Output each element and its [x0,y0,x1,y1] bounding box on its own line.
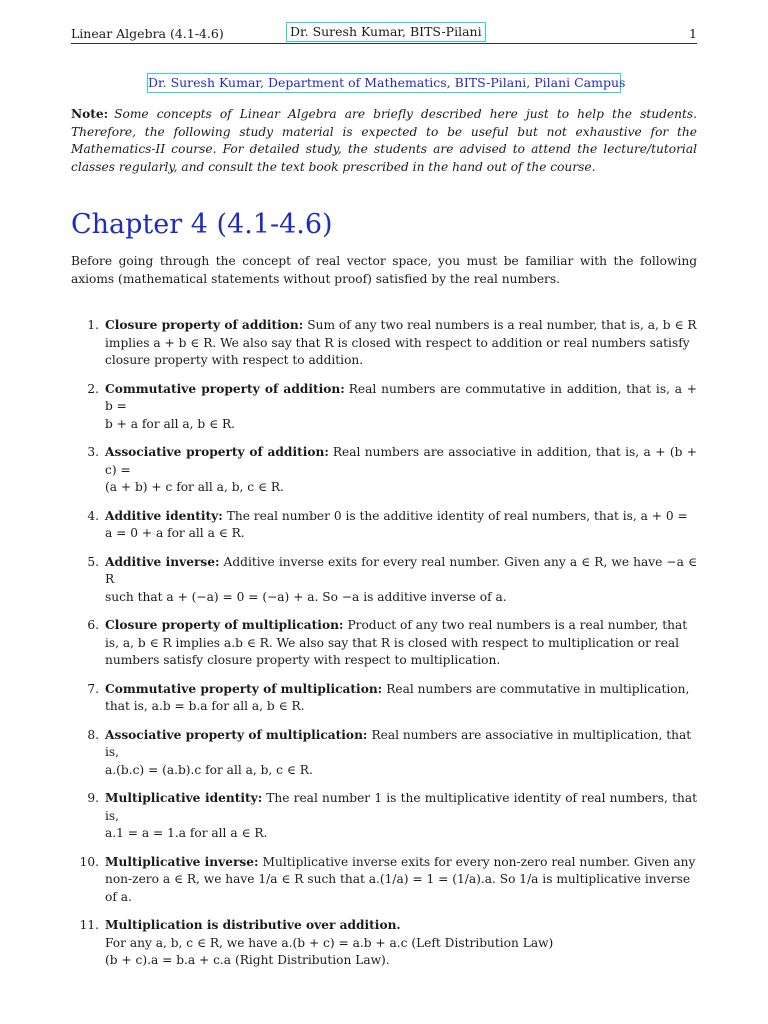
header-author-link[interactable]: Dr. Suresh Kumar, BITS-Pilani [286,22,486,42]
axiom-line [105,617,697,635]
axiom-line [105,790,697,825]
author-affiliation-link[interactable]: Dr. Suresh Kumar, Department of Mathematics, BITS-Pilani, Pilani Campus [147,73,621,93]
note-label: Note: [71,107,109,121]
axiom-item [71,617,697,670]
axiom-line [105,825,697,843]
axiom-title: Multiplication is distributive over addition. [105,918,401,932]
axiom-line [105,635,697,653]
axiom-line [105,652,697,670]
axiom-text: Multiplicative inverse exits for every non-zero real number. Given any [262,854,696,869]
axiom-title: Commutative property of addition: [105,381,345,396]
axiom-number: 2. [87,381,99,396]
axiom-line [105,854,697,872]
axiom-line [105,917,697,935]
axiom-text: Real numbers are commutative in addition, that is, a + b = [105,381,697,413]
axiom-text: Real numbers are associative in multiplication, that [371,727,692,742]
axiom-line [105,889,697,907]
note-paragraph [71,106,697,177]
axiom-text: For any a, b, c ∈ R, we have a.(b + c) = a.b + a.c (Left Distribution Law) [105,935,554,950]
axiom-line [105,525,697,543]
note-text: Some concepts of Linear Algebra are briefly described here just to help the students. Therefore, the following study material is expected to be useful but not exhaustive for the Mathematics-II course. For detailed study, the students are advised to attend the lecture/tutorial classes regularly, and consult the text book prescribed in the hand out of the course. [71,107,697,175]
axiom-title: Associative property of addition: [105,445,329,459]
axiom-number: 4. [87,508,99,523]
axiom-text: a.(b.c) = (a.b).c for all a, b, c ∈ R. [105,762,313,777]
axiom-line [105,479,697,497]
axiom-text: numbers satisfy closure property with respect to multiplication. [105,653,501,667]
axiom-text: Real numbers are associative in addition, that is, a + (b + c) = [105,445,698,477]
axiom-number: 5. [87,554,99,569]
axiom-item [71,854,697,907]
header-page-number: 1 [689,26,697,41]
chapter-heading: Chapter 4 (4.1-4.6) [71,209,333,240]
axiom-text: (a + b) + c for all a, b, c ∈ R. [105,480,284,494]
axiom-item [71,790,697,843]
axiom-line [105,681,697,699]
axiom-item [71,554,697,607]
axiom-number: 9. [87,791,99,805]
axiom-number: 8. [87,727,99,742]
axiom-number: 3. [87,445,99,459]
axiom-title: Closure property of multiplication: [105,618,344,632]
axiom-line [105,871,697,889]
axiom-text: Sum of any two real numbers is a real number, that is, a, b ∈ R [307,318,697,332]
axiom-text: implies a + b ∈ R. We also say that R is closed with respect to addition or real numbers satisfy [105,335,690,350]
axiom-title: Multiplicative inverse: [105,854,259,869]
axiom-text: closure property with respect to addition. [105,353,364,367]
axiom-title: Additive inverse: [105,554,220,569]
axiom-text: such that a + (−a) = 0 = (−a) + a. So −a is additive inverse of a. [105,589,507,604]
axiom-number: 1. [87,318,99,332]
axiom-line [105,589,697,607]
axiom-line [105,335,697,353]
axiom-number: 7. [87,681,99,696]
axiom-item [71,508,697,543]
axiom-text: non-zero a ∈ R, we have 1/a ∈ R such that a.(1/a) = 1 = (1/a).a. So 1/a is multiplicative inverse [105,872,691,886]
axiom-text: b + a for all a, b ∈ R. [105,416,236,431]
axiom-item [71,681,697,716]
axiom-title: Commutative property of multiplication: [105,681,383,696]
axiom-item [71,727,697,780]
axiom-line [105,935,697,953]
axiom-line [105,744,697,762]
axiom-title: Associative property of multiplication: [105,727,368,742]
axiom-title: Closure property of addition: [105,318,304,332]
running-header [71,24,697,44]
axiom-line [105,416,697,434]
axiom-number: 11. [79,918,99,932]
axiom-line [105,508,697,526]
axiom-item [71,917,697,970]
axiom-text: is, a, b ∈ R implies a.b ∈ R. We also say that R is closed with respect to multiplication or real [105,635,680,650]
header-course-title: Linear Algebra (4.1-4.6) [71,26,224,41]
axiom-text: that is, a.b = b.a for all a, b ∈ R. [105,699,305,713]
axiom-list [71,317,697,970]
axiom-number: 6. [87,618,99,632]
axiom-text: The real number 1 is the multiplicative identity of real numbers, that is, [105,791,697,823]
axiom-item [71,444,697,497]
axiom-line [105,698,697,716]
axiom-title: Additive identity: [105,508,223,523]
axiom-text: is, [105,745,120,759]
axiom-title: Multiplicative identity: [105,791,263,805]
axiom-text: Additive inverse exits for every real number. Given any a ∈ R, we have −a ∈ R [105,554,697,586]
axiom-line [105,762,697,780]
axiom-line [105,381,697,416]
axiom-text: The real number 0 is the additive identity of real numbers, that is, a + 0 = [226,508,688,523]
axiom-line [105,554,697,589]
axiom-item [71,381,697,434]
axiom-line [105,444,697,479]
axiom-text: Real numbers are commutative in multiplication, [386,681,690,696]
axiom-line [105,727,697,745]
axiom-line [105,952,697,970]
axiom-line [105,352,697,370]
axiom-line [105,317,697,335]
axiom-text: of a. [105,889,132,904]
axiom-text: (b + c).a = b.a + c.a (Right Distribution Law). [105,953,390,967]
axiom-text: a.1 = a = 1.a for all a ∈ R. [105,826,268,840]
axiom-text: Product of any two real numbers is a real number, that [347,618,688,632]
intro-paragraph: Before going through the concept of real vector space, you must be familiar with the following axioms (mathematical statements without proof) satisfied by the real numbers. [71,254,697,286]
axiom-text: a = 0 + a for all a ∈ R. [105,526,245,540]
axiom-number: 10. [79,854,99,869]
axiom-item [71,317,697,370]
header-rule [71,43,697,44]
